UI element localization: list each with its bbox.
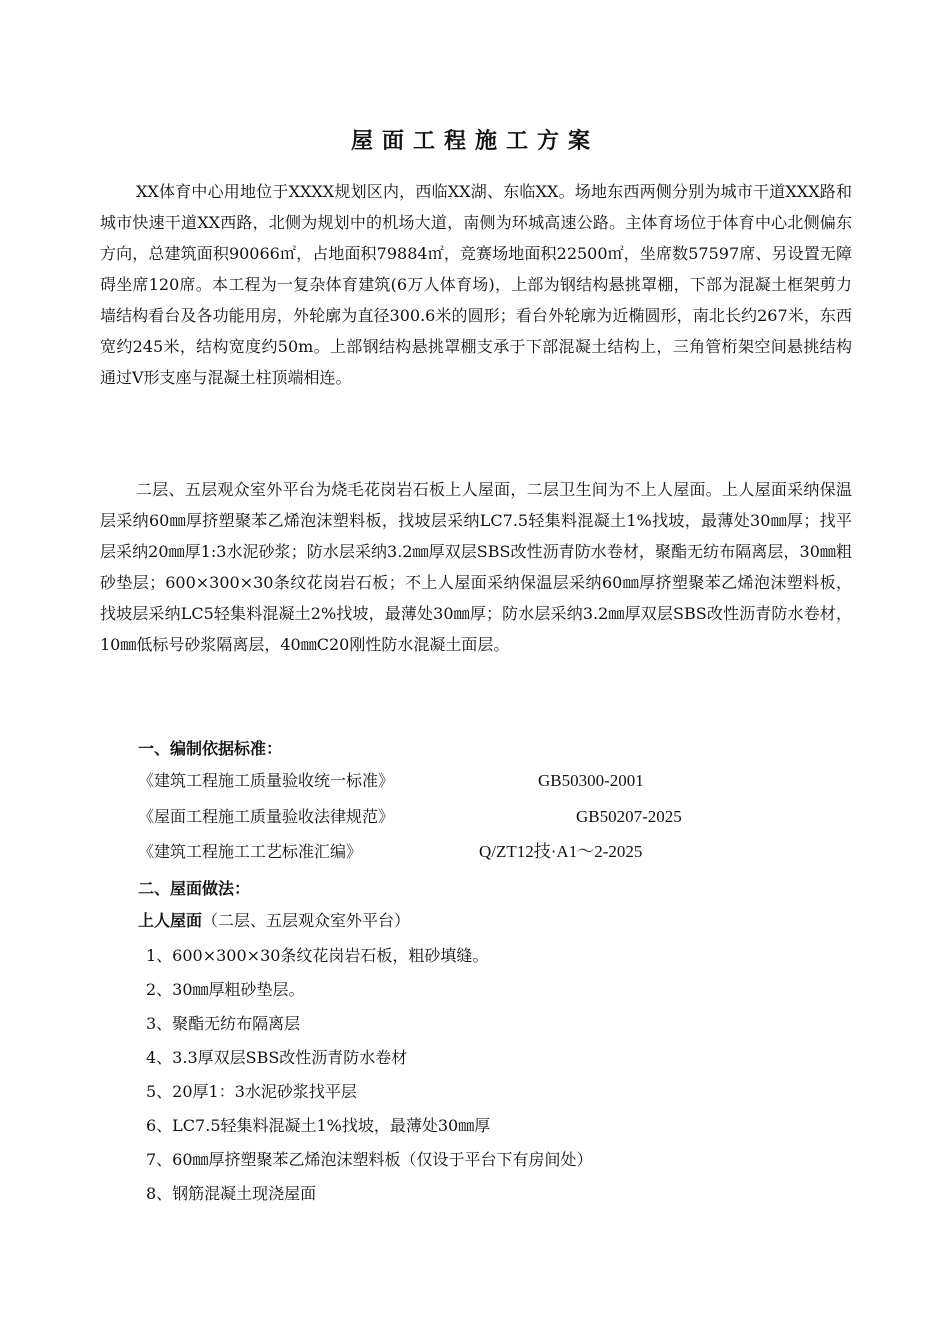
section-heading-standards: 一、编制依据标准： [138,739,283,758]
roof-type-subheading [138,909,410,933]
list-item: 3、聚酯无纺布隔离层 [146,1014,301,1033]
list-item: 8、钢筋混凝土现浇屋面 [146,1184,317,1203]
standard-row [138,805,838,829]
roof-layer-list [146,944,593,1216]
standard-name: 《屋面工程施工质量验收法律规范》 [138,807,395,826]
list-item: 5、20厚1：3水泥砂浆找平层 [146,1082,357,1101]
standard-code: GB50207-2025 [576,807,682,826]
list-item: 7、60㎜厚挤塑聚苯乙烯泡沫塑料板（仅设于平台下有房间处） [146,1150,593,1169]
standard-row [138,840,838,864]
list-item: 2、30㎜厚粗砂垫层。 [146,980,305,999]
standard-code: Q/ZT12技·A1～2-2025 [479,842,643,861]
list-item: 6、LC7.5轻集料混凝土1%找坡，最薄处30㎜厚 [146,1116,491,1135]
intro-paragraph: XX体育中心用地位于XXXX规划区内，西临XX湖、东临XX。场地东西两侧分别为城市干道XXX路和城市快速干道XX西路，北侧为规划中的机场大道，南侧为环城高速公路。主体育场位于体育中心北侧偏东方向，总建筑面积90066㎡，占地面积79884㎡，竞赛场地面积22500㎡，坐席数57597席、另设置无障碍坐席120席。本工程为一复杂体育建筑(6万人体育场)，上部为钢结构悬挑罩棚，下部为混凝土框架剪力墙结构看台及各功能用房，外轮廓为直径300.6米的圆形；看台外轮廓为近椭圆形，南北长约267米，东西宽约245米，结构宽度约50m。上部钢结构悬挑罩棚支承于下部混凝土结构上，三角管桁架空间悬挑结构通过V形支座与混凝土柱顶端相连。 [100,182,852,387]
standard-row [138,769,838,793]
standard-name: 《建筑工程施工质量验收统一标准》 [138,771,395,790]
standard-name: 《建筑工程施工工艺标准汇编》 [138,842,363,861]
standard-code: GB50300-2001 [538,771,644,790]
document-title: 屋面工程施工方案 [350,129,599,154]
list-item: 1、600×300×30条纹花岗岩石板，粗砂填缝。 [146,946,489,965]
roof-type-note: （二层、五层观众室外平台） [202,911,411,930]
roof-type-label: 上人屋面 [138,911,203,930]
roof-description-paragraph: 二层、五层观众室外平台为烧毛花岗岩石板上人屋面，二层卫生间为不上人屋面。上人屋面采纳保温层采纳60㎜厚挤塑聚苯乙烯泡沫塑料板，找坡层采纳LC7.5轻集料混凝土1%找坡，最薄处30㎜厚；找平层采纳20㎜厚1:3水泥砂浆；防水层采纳3.2㎜厚双层SBS改性沥青防水卷材，聚酯无纺布隔离层，30㎜粗砂垫层；600×300×30条纹花岗岩石板；不上人屋面采纳保温层采纳60㎜厚挤塑聚苯乙烯泡沫塑料板，找坡层采纳LC5轻集料混凝土2%找坡，最薄处30㎜厚；防水层采纳3.2㎜厚双层SBS改性沥青防水卷材，10㎜低标号砂浆隔离层，40㎜C20刚性防水混凝土面层。 [100,480,852,654]
list-item: 4、3.3厚双层SBS改性沥青防水卷材 [146,1048,408,1067]
section-heading-roof-method: 二、屋面做法： [138,879,251,898]
